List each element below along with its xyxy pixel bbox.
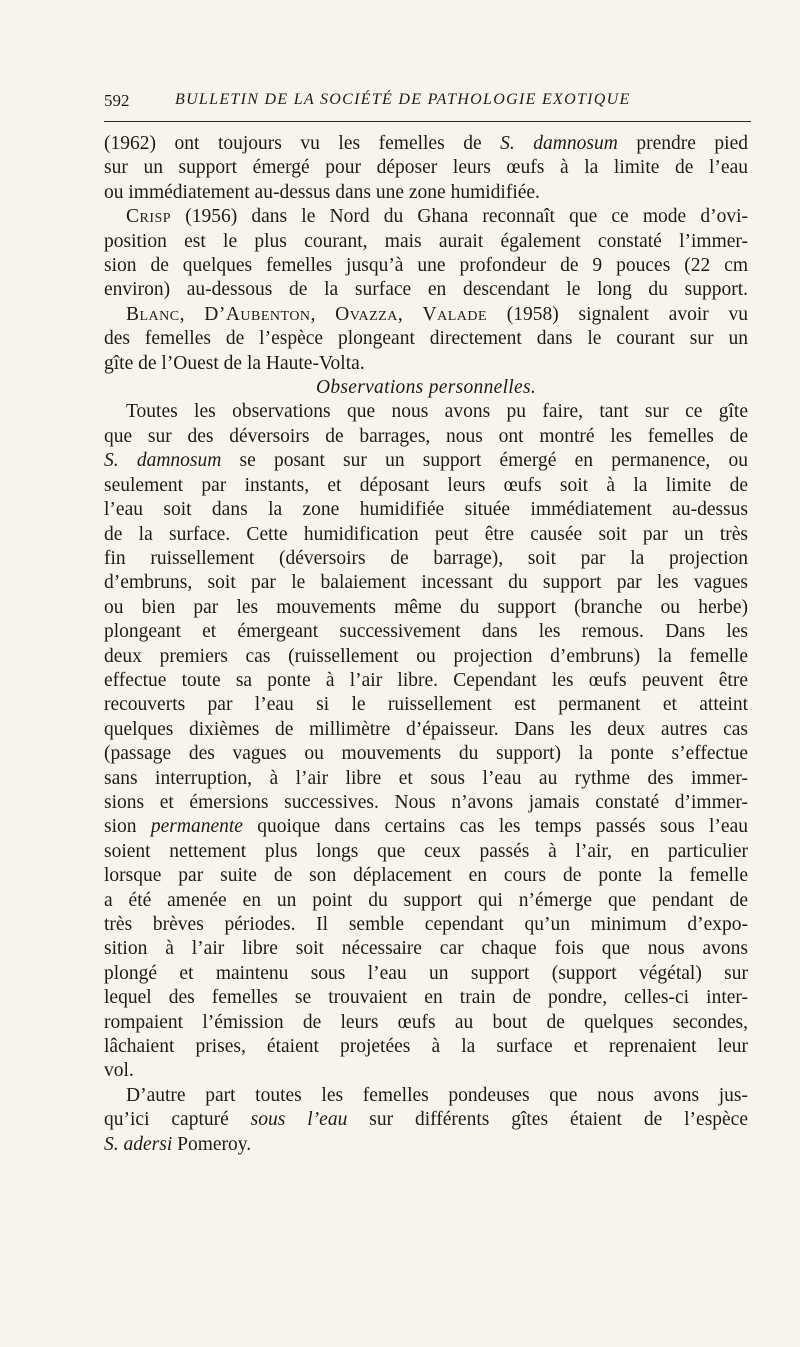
text-line: S. adersi Pomeroy. [104, 1133, 252, 1155]
text-line: sions et émersions successives. Nous n’avons jamais constaté d’immer- [104, 791, 748, 813]
text-line: seulement par instants, et déposant leurs œufs soit à la limite de [104, 474, 748, 496]
text-line: sur un support émergé pour déposer leurs œufs à la limite de l’eau [104, 157, 748, 179]
text-line: très brèves périodes. Il semble cependant qu’un minimum d’expo- [104, 914, 748, 935]
section-heading: Observations personnelles. [315, 377, 537, 399]
author-name: Valade [422, 303, 488, 325]
author-name: D’Aubenton [204, 303, 311, 325]
paragraph-3 [104, 303, 748, 376]
text-line: ou immédiatement au-dessus dans une zone humidifiée. [104, 181, 540, 203]
text-line: que sur des déversoirs de barrages, nous ont montré les femelles de [104, 425, 748, 447]
text-line: des femelles de l’espèce plongeant directement dans le courant sur un [104, 328, 748, 350]
paragraph-2 [104, 205, 748, 303]
text-line: environ) au-dessous de la surface en descendant le long du support. [104, 279, 748, 301]
text-line: soient nettement plus longs que ceux passés à l’air, en particulier [104, 840, 748, 862]
header-rule [104, 121, 751, 122]
text-line: ou bien par les mouvements même du support (branche ou herbe) [104, 596, 748, 618]
text-line: de la surface. Cette humidification peut être causée soit par un très [104, 523, 748, 545]
text-line: Blanc, D’Aubenton, Ovazza, Valade (1958) signalent avoir vu [126, 303, 748, 325]
text-line: sion permanente quoique dans certains cas les temps passés sous l’eau [104, 816, 748, 838]
text-line: (passage des vagues ou mouvements du support) la ponte s’effectue [104, 743, 748, 765]
text-line: position est le plus courant, mais aurait également constaté l’immer- [104, 230, 748, 252]
text-line: plongeant et émergeant successivement dans les remous. Dans les [104, 621, 748, 643]
text-line: lâchaient prises, étaient projetées à la surface et reprenaient leur [104, 1036, 748, 1058]
text-line: fin ruissellement (déversoirs de barrage), soit par la projection [104, 547, 748, 569]
author-name: Ovazza [335, 303, 398, 325]
text-line: lorsque par suite de son déplacement en cours de ponte la femelle [104, 865, 748, 887]
article-body [104, 132, 748, 1157]
page-number: 592 [104, 91, 130, 110]
paragraph-5 [104, 1084, 748, 1157]
text-line: rompaient l’émission de leurs œufs au bout de quelques secondes, [104, 1011, 748, 1033]
text-line: deux premiers cas (ruissellement ou projection d’embruns) la femelle [104, 645, 748, 667]
author-name: Crisp [126, 206, 172, 228]
running-title: BULLETIN DE LA SOCIÉTÉ DE PATHOLOGIE EXOTIQUE [175, 91, 631, 108]
author-name: Blanc [126, 303, 180, 325]
text-line: gîte de l’Ouest de la Haute-Volta. [104, 352, 365, 374]
text-line: qu’ici capturé sous l’eau sur différents gîtes étaient de l’espèce [104, 1109, 748, 1131]
text-line: recouverts par l’eau si le ruissellement est permanent et atteint [104, 694, 748, 716]
text-line: D’autre part toutes les femelles pondeuses que nous avons jus- [126, 1084, 748, 1106]
text-line: Crisp (1956) dans le Nord du Ghana reconnaît que ce mode d’ovi- [126, 206, 748, 228]
running-header [104, 91, 754, 117]
text-line: d’embruns, soit par le balaiement incessant du support par les vagues [104, 572, 748, 594]
paragraph-4 [104, 400, 748, 1083]
text-line: (1962) ont toujours vu les femelles de S. damnosum prendre pied [104, 133, 748, 154]
text-line: S. damnosum se posant sur un support émergé en permanence, ou [104, 450, 748, 472]
text-line: l’eau soit dans la zone humidifiée située immédiatement au-dessus [104, 499, 748, 521]
text-line: plongé et maintenu sous l’eau un support (support végétal) sur [104, 962, 748, 984]
text-line: sition à l’air libre soit nécessaire car chaque fois que nous avons [104, 938, 748, 960]
text-line: quelques dixièmes de millimètre d’épaisseur. Dans les deux autres cas [104, 718, 748, 740]
text-line: vol. [104, 1060, 134, 1082]
text-line: lequel des femelles se trouvaient en train de pondre, celles-ci inter- [104, 987, 748, 1009]
text-line: Toutes les observations que nous avons pu faire, tant sur ce gîte [126, 401, 748, 423]
paragraph-1 [104, 132, 748, 205]
text-line: sion de quelques femelles jusqu’à une profondeur de 9 pouces (22 cm [104, 255, 748, 277]
text-line: sans interruption, à l’air libre et sous l’eau au rythme des immer- [104, 767, 748, 789]
text-line: a été amenée en un point du support qui n’émerge que pendant de [104, 889, 748, 911]
text-line: effectue toute sa ponte à l’air libre. Cependant les œufs peuvent être [104, 669, 748, 691]
